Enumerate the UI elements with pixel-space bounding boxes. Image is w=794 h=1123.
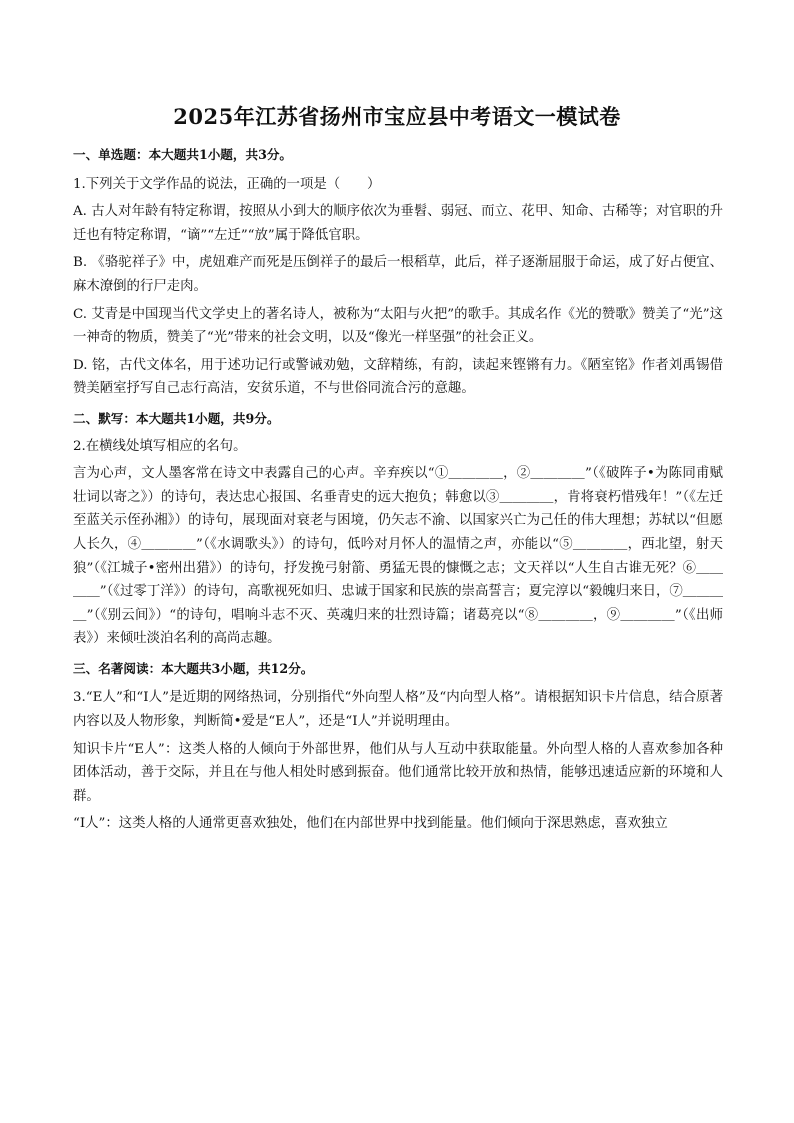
question-2-stem: 2.在横线处填写相应的名句。 [73, 438, 247, 454]
section-heading-2: 二、默写：本大题共1小题，共9分。 [73, 410, 280, 426]
exam-content [73, 143, 723, 836]
question-3-stem: 3.“E人”和“I人”是近期的网络热词，分别指代“外向型人格”及“内向型人格”。请根据知识卡片信息，结合原著内容以及人物形象，判断简•爱是“E人”，还是“I人”并说明理由。 [73, 690, 723, 730]
question-1-option-c: C. 艾青是中国现当代文学史上的著名诗人，被称为“太阳与火把”的歌手。其成名作《光的赞歌》赞美了“光”这一神奇的物质，赞美了“光”带来的社会文明，以及“像光一样坚强”的社会正义。 [73, 306, 723, 346]
question-1-option-d: D. 铭，古代文体名，用于述功记行或警诫劝勉，文辞精练，有韵，读起来铿锵有力。《陋室铭》作者刘禹锡借赞美陋室抒写自己志行高洁，安贫乐道，不与世俗同流合污的意趣。 [73, 357, 723, 397]
section-heading-1: 一、单选题：本大题共1小题，共3分。 [73, 147, 293, 162]
knowledge-card-i: “I人”：这类人格的人通常更喜欢独处，他们在内部世界中找到能量。他们倾向于深思熟虑，喜欢独立 [73, 816, 668, 832]
question-1-stem: 1.下列关于文学作品的说法，正确的一项是（ ） [73, 176, 381, 192]
question-1-option-a: A. 古人对年龄有特定称谓，按照从小到大的顺序依次为垂髫、弱冠、而立、花甲、知命、古稀等；对官职的升迁也有特定称谓，“谪”“左迁”“放”属于降低官职。 [73, 204, 723, 243]
page-title: 2025年江苏省扬州市宝应县中考语文一模试卷 [173, 104, 621, 129]
knowledge-card-e: 知识卡片“E人”：这类人格的人倾向于外部世界，他们从与人互动中获取能量。外向型人格的人喜欢参加各种团体活动，善于交际，并且在与他人相处时感到振奋。他们通常比较开放和热情，能够迅速适应新的环境和人群。 [73, 741, 723, 804]
section-heading-3: 三、名著阅读：本大题共3小题，共12分。 [73, 660, 314, 676]
question-2-body: 言为心声，文人墨客常在诗文中表露自己的心声。辛弃疾以“①＿＿＿＿，②＿＿＿＿”（《破阵子•为陈同甫赋壮词以寄之》）的诗句，表达忠心报国、名垂青史的远大抱负；韩愈以③＿＿＿＿，肯将衰朽惜残年！”（《左迁至蓝关示侄孙湘》）的诗句，展现面对衰老与困境，仍矢志不渝、以国家兴亡为己任的伟大理想；苏轼以“但愿人长久，④＿＿＿＿”（《水调歌头》）的诗句，低吟对月怀人的温情之声，亦能以“⑤＿＿＿＿，西北望，射天狼”（《江城子•密州出猎》）的诗句，抒发挽弓射箭、勇猛无畏的慷慨之志；文天祥以“人生自古谁无死？⑥＿＿＿＿”（《过零丁洋》）的诗句，高歌视死如归、忠诚于国家和民族的崇高誓言；夏完淳以“毅魄归来日，⑦＿＿＿＿”（《别云间》）“的诗句，唱响斗志不灭、英魂归来的壮烈诗篇；诸葛亮以“⑧＿＿＿＿，⑨＿＿＿＿”（《出师表》）来倾吐淡泊名利的高尚志趣。 [73, 466, 723, 647]
question-1-option-b: B. 《骆驼祥子》中，虎妞难产而死是压倒祥子的最后一根稻草，此后，祥子逐渐屈服于命运，成了好占便宜、麻木潦倒的行尸走肉。 [73, 255, 723, 294]
